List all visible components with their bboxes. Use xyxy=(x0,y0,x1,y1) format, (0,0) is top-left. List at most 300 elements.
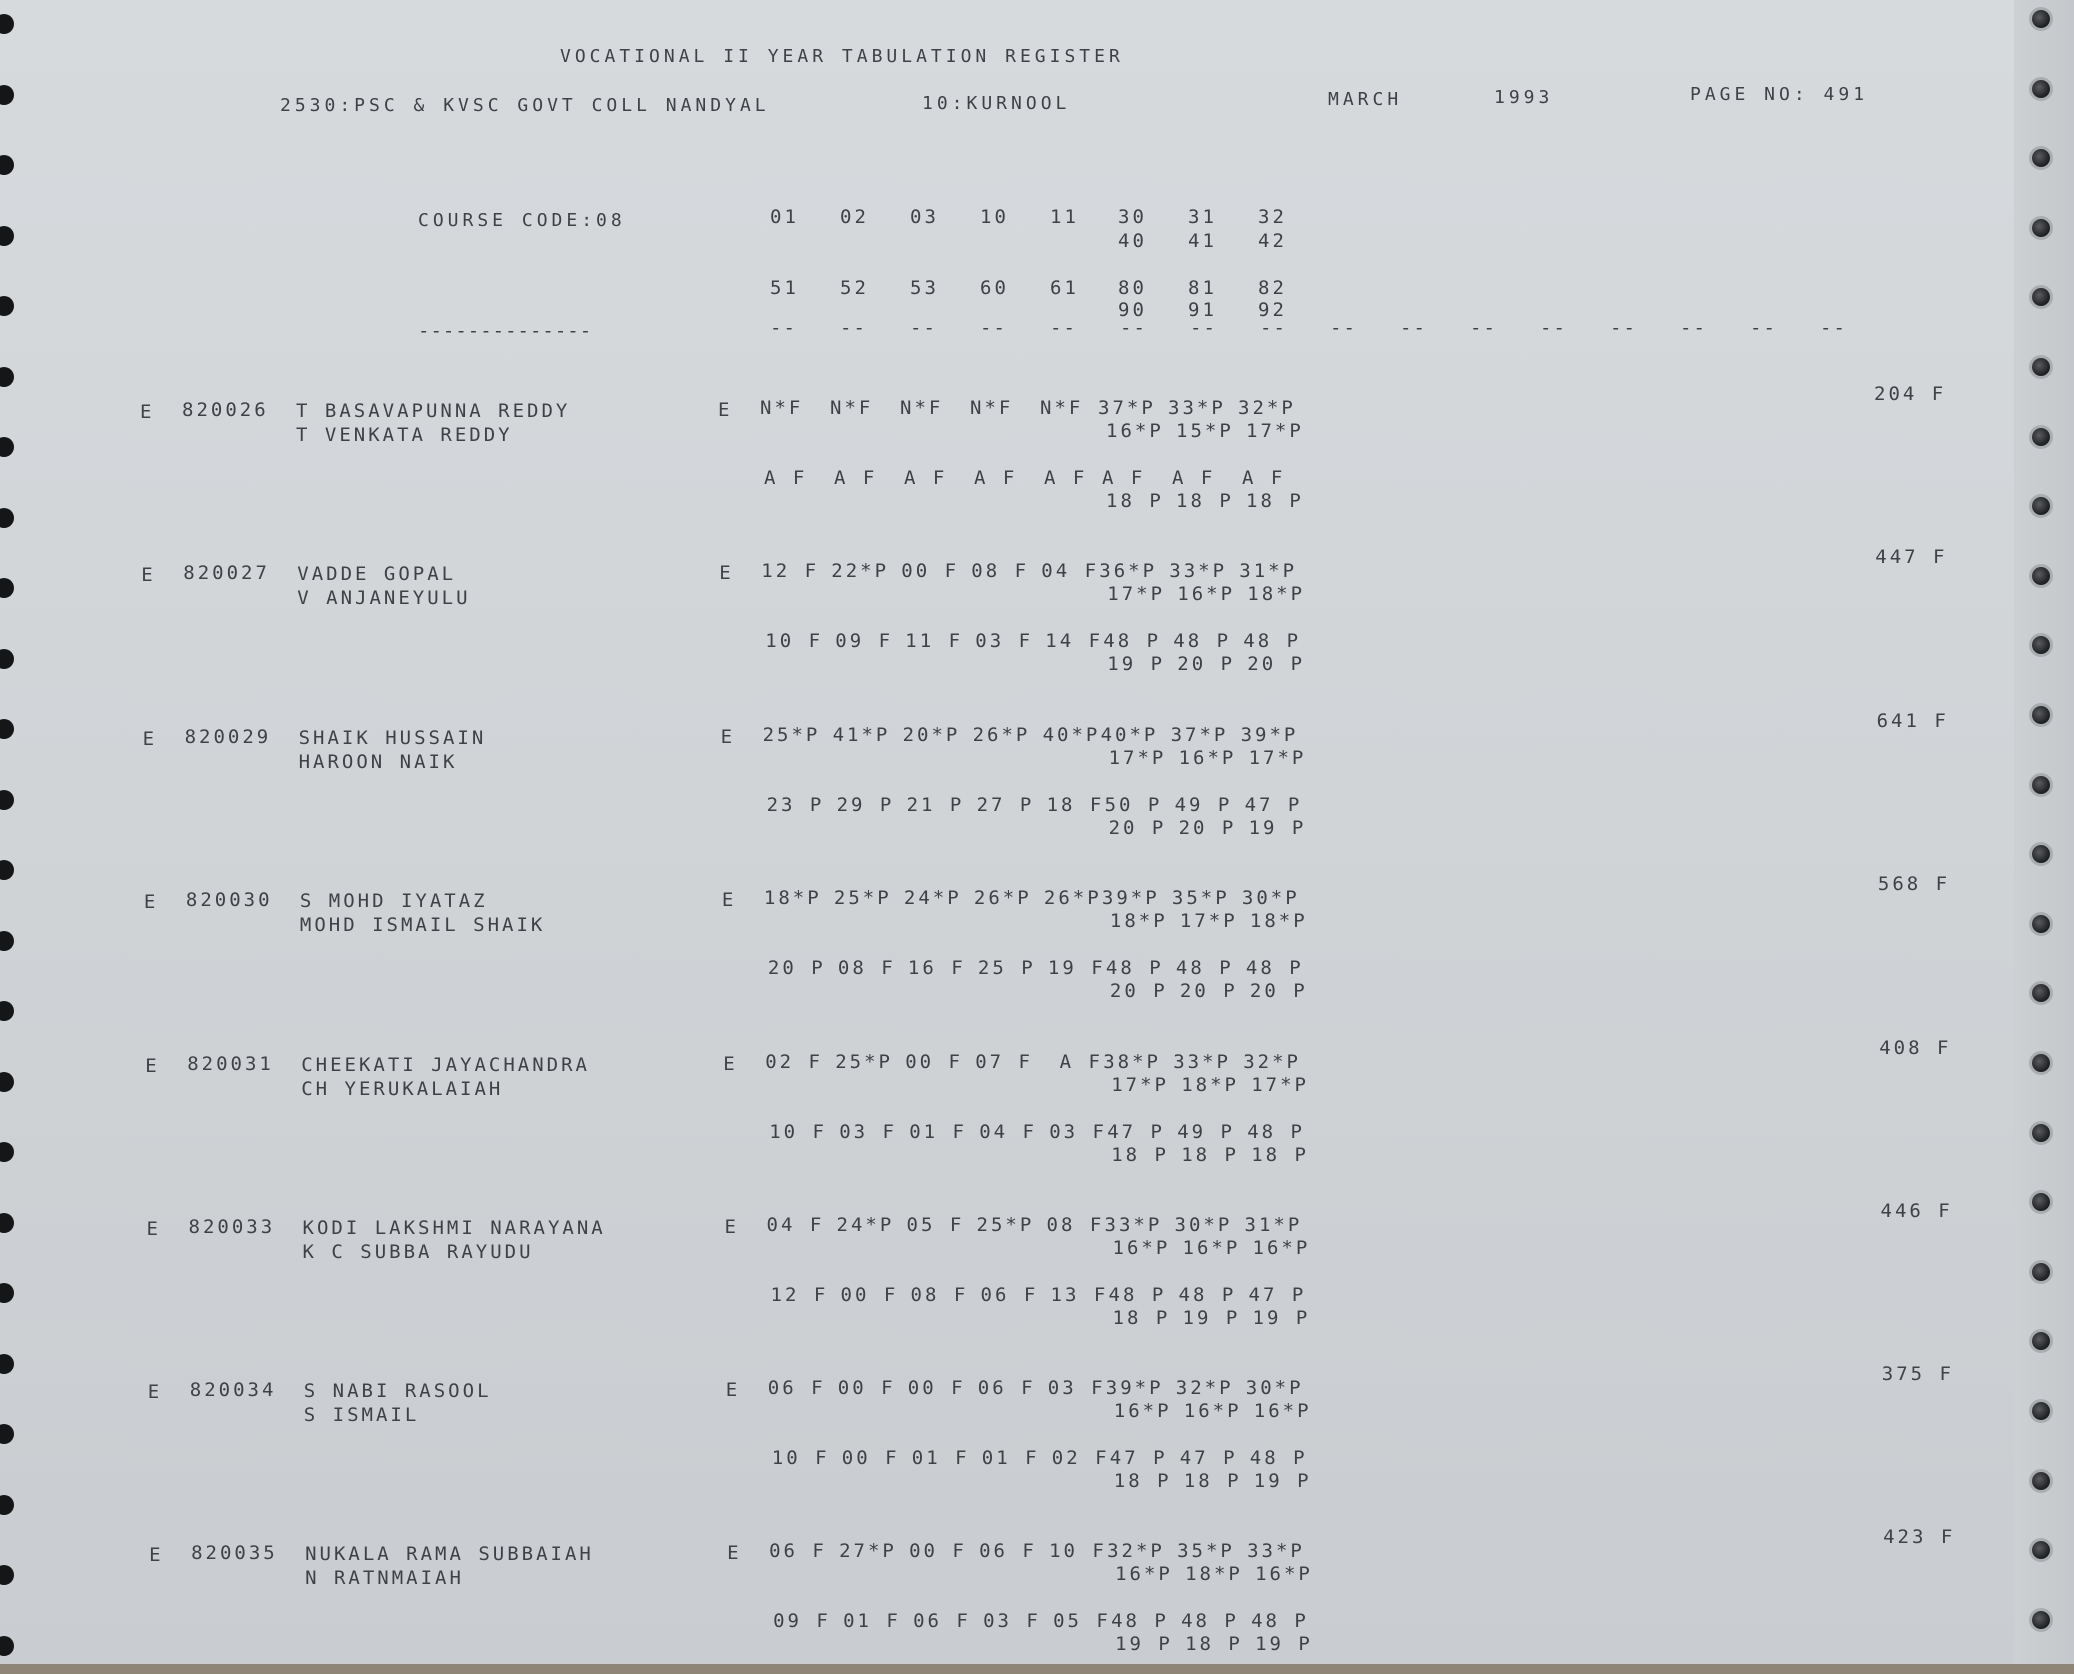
mark-cell: 03 F xyxy=(983,1610,1041,1632)
father-name: K C SUBBA RAYUDU xyxy=(302,1241,534,1263)
mark-cell: 19 F xyxy=(1047,957,1106,979)
medium-code: E xyxy=(720,726,736,748)
mark-cell: 08 F xyxy=(1046,1214,1105,1236)
mark-cell: 00 F xyxy=(837,1377,896,1399)
mark-cell: 48 P xyxy=(1103,630,1162,652)
subject-code: 91 xyxy=(1188,299,1217,321)
mark-cell: 26*P xyxy=(972,724,1031,746)
mark-cell: 49 P xyxy=(1174,794,1233,816)
mark-cell: 31*P xyxy=(1244,1214,1303,1236)
subject-code: 10 xyxy=(980,206,1009,228)
mark-cell: 20 P xyxy=(1179,980,1238,1002)
roll-number: 820030 xyxy=(185,889,273,911)
mark-cell: 10 F xyxy=(771,1447,830,1469)
mark-cell: 25 P xyxy=(977,957,1036,979)
mark-cell: 30*P xyxy=(1241,887,1300,909)
mark-cell: 18 P xyxy=(1246,490,1304,512)
mark-cell: 27 P xyxy=(976,794,1035,816)
mark-cell: 10 F xyxy=(1049,1540,1107,1562)
roll-number: 820031 xyxy=(187,1053,274,1075)
mark-cell: 48 P xyxy=(1178,1284,1237,1306)
mark-cell: 39*P xyxy=(1240,724,1299,746)
mark-cell: N*F xyxy=(970,397,1014,419)
mark-cell: A F xyxy=(1045,1051,1103,1073)
mark-cell: 16*P xyxy=(1115,1563,1173,1585)
mark-cell: 18*P xyxy=(1247,583,1306,605)
mark-cell: 25*P xyxy=(835,1051,893,1073)
mark-cell: 48 P xyxy=(1181,1610,1239,1632)
mark-cell: 50 P xyxy=(1104,794,1163,816)
mark-cell: 18 P xyxy=(1112,1307,1171,1329)
category-code: E xyxy=(140,401,155,423)
mark-cell: 00 F xyxy=(901,560,960,582)
mark-cell: 32*P xyxy=(1238,397,1296,419)
total-result: 641 F xyxy=(1876,710,1949,732)
perforation-hole xyxy=(0,649,14,669)
perforation-hole xyxy=(0,1424,14,1444)
mark-cell: 17*P xyxy=(1179,910,1238,932)
father-name: MOHD ISMAIL SHAIK xyxy=(299,914,546,936)
mark-cell: 04 F xyxy=(766,1214,825,1236)
mark-cell: N*F xyxy=(1040,397,1084,419)
mark-cell: 23 P xyxy=(766,794,825,816)
mark-cell: 17*P xyxy=(1107,583,1166,605)
mark-cell: 08 F xyxy=(971,560,1030,582)
mark-cell: A F xyxy=(974,467,1018,489)
mark-cell: 14 F xyxy=(1045,630,1104,652)
perforation-hole xyxy=(0,226,14,246)
mark-cell: 20*P xyxy=(902,724,961,746)
roll-number: 820034 xyxy=(189,1379,277,1401)
mark-cell: 31*P xyxy=(1239,560,1298,582)
perforation-hole xyxy=(2032,1263,2050,1281)
subject-code: 40 xyxy=(1118,230,1147,252)
perforation-hole xyxy=(0,1283,14,1303)
mark-cell: 48 P xyxy=(1105,957,1164,979)
category-code: E xyxy=(145,1055,160,1077)
mark-cell: 47 P xyxy=(1248,1284,1307,1306)
subject-code: 53 xyxy=(910,277,939,299)
mark-cell: 03 F xyxy=(975,630,1034,652)
father-name: S ISMAIL xyxy=(303,1404,420,1426)
perforation-hole xyxy=(0,508,14,528)
mark-cell: A F xyxy=(1172,467,1216,489)
mark-cell: 21 P xyxy=(906,794,965,816)
mark-cell: 07 F xyxy=(975,1051,1033,1073)
mark-cell: 20 P xyxy=(1249,980,1308,1002)
mark-cell: 39*P xyxy=(1105,1377,1164,1399)
left-perforation-strip xyxy=(0,0,26,1674)
mark-cell: A F xyxy=(834,467,878,489)
student-name: KODI LAKSHMI NARAYANA xyxy=(302,1217,606,1239)
mark-cell: 19 P xyxy=(1107,653,1166,675)
mark-cell: 15*P xyxy=(1176,420,1234,442)
category-code: E xyxy=(141,564,156,586)
subject-code: 61 xyxy=(1050,277,1079,299)
perforation-hole xyxy=(2032,80,2050,98)
mark-cell: 17*P xyxy=(1251,1074,1309,1096)
subject-code: 11 xyxy=(1050,206,1079,228)
subject-code: 90 xyxy=(1118,299,1147,321)
mark-cell: 18 P xyxy=(1251,1144,1309,1166)
subject-code: 51 xyxy=(770,277,799,299)
mark-cell: 18*P xyxy=(1109,910,1168,932)
roll-number: 820035 xyxy=(191,1542,278,1564)
mark-cell: N*F xyxy=(900,397,944,419)
perforation-hole xyxy=(2032,1193,2050,1211)
mark-cell: 22*P xyxy=(831,560,890,582)
column-divider: -- xyxy=(1190,317,1217,339)
mark-cell: 25*P xyxy=(833,887,892,909)
mark-cell: 06 F xyxy=(977,1377,1036,1399)
category-code: E xyxy=(142,728,158,750)
mark-cell: 48 P xyxy=(1108,1284,1167,1306)
mark-cell: 26*P xyxy=(973,887,1032,909)
mark-cell: 18 P xyxy=(1111,1144,1169,1166)
subject-code: 03 xyxy=(910,206,939,228)
perforation-hole xyxy=(2032,845,2050,863)
mark-cell: 25*P xyxy=(762,724,821,746)
roll-number: 820026 xyxy=(182,399,269,421)
total-result: 423 F xyxy=(1883,1526,1956,1548)
perforation-hole xyxy=(0,1213,14,1233)
mark-cell: 19 P xyxy=(1182,1307,1241,1329)
roll-number: 820027 xyxy=(183,562,270,584)
mark-cell: 18 P xyxy=(1176,490,1234,512)
mark-cell: 33*P xyxy=(1173,1051,1231,1073)
column-divider: -- xyxy=(1330,317,1357,339)
perforation-hole xyxy=(2032,984,2050,1002)
perforation-hole xyxy=(2032,1332,2050,1350)
perforation-hole xyxy=(2032,915,2050,933)
mark-cell: 16*P xyxy=(1177,583,1236,605)
mark-cell: 05 F xyxy=(1053,1610,1111,1632)
mark-cell: 48 P xyxy=(1111,1610,1169,1632)
mark-cell: 30*P xyxy=(1245,1377,1304,1399)
perforation-hole xyxy=(2032,497,2050,515)
column-divider: -- xyxy=(1610,317,1637,339)
mark-cell: 16*P xyxy=(1106,420,1164,442)
mark-cell: 20 P xyxy=(1109,980,1168,1002)
mark-cell: 18 P xyxy=(1183,1470,1242,1492)
perforation-hole xyxy=(0,1495,14,1515)
column-divider: -- xyxy=(1260,317,1287,339)
perforation-hole xyxy=(0,155,14,175)
perforation-hole xyxy=(2032,567,2050,585)
mark-cell: 16*P xyxy=(1182,1237,1241,1259)
mark-cell: A F xyxy=(1242,467,1286,489)
subject-code: 31 xyxy=(1188,206,1217,228)
mark-cell: 06 F xyxy=(913,1610,971,1632)
column-divider: -- xyxy=(1680,317,1707,339)
mark-cell: 01 F xyxy=(843,1610,901,1632)
column-divider: -- xyxy=(1750,317,1777,339)
student-name: VADDE GOPAL xyxy=(297,563,457,585)
mark-cell: 47 P xyxy=(1109,1447,1168,1469)
mark-cell: 20 P xyxy=(1178,817,1237,839)
medium-code: E xyxy=(721,889,737,911)
mark-cell: 47 P xyxy=(1244,794,1303,816)
mark-cell: 00 F xyxy=(905,1051,963,1073)
perforation-hole xyxy=(0,719,14,739)
mark-cell: 16*P xyxy=(1113,1400,1172,1422)
mark-cell: 48 P xyxy=(1245,957,1304,979)
mark-cell: 10 F xyxy=(769,1121,827,1143)
mark-cell: 12 F xyxy=(761,560,820,582)
mark-cell: 36*P xyxy=(1099,560,1158,582)
mark-cell: 09 F xyxy=(835,630,894,652)
mark-cell: 08 F xyxy=(910,1284,969,1306)
perforation-hole xyxy=(2032,288,2050,306)
perforation-hole xyxy=(0,790,14,810)
perforation-hole xyxy=(0,1636,14,1656)
mark-cell: 06 F xyxy=(767,1377,826,1399)
perforation-hole xyxy=(0,367,14,387)
mark-cell: 05 F xyxy=(906,1214,965,1236)
mark-cell: 48 P xyxy=(1247,1121,1305,1143)
column-divider: -- xyxy=(1820,317,1847,339)
mark-cell: A F xyxy=(764,467,808,489)
column-divider: -- xyxy=(1120,317,1147,339)
mark-cell: 19 P xyxy=(1115,1633,1173,1655)
mark-cell: 48 P xyxy=(1251,1610,1309,1632)
perforation-hole xyxy=(2032,428,2050,446)
student-name: T BASAVAPUNNA REDDY xyxy=(296,400,571,422)
perforation-hole xyxy=(0,437,14,457)
mark-cell: 18*P xyxy=(1249,910,1308,932)
mark-cell: 16*P xyxy=(1253,1400,1312,1422)
column-divider: -- xyxy=(770,317,797,339)
mark-cell: 18*P xyxy=(1181,1074,1239,1096)
mark-cell: 18 P xyxy=(1181,1144,1239,1166)
mark-cell: 35*P xyxy=(1177,1540,1235,1562)
mark-cell: 29 P xyxy=(836,794,895,816)
page-number: PAGE NO: 491 xyxy=(1690,84,1869,105)
subject-code: 30 xyxy=(1118,206,1147,228)
mark-cell: 16*P xyxy=(1178,747,1237,769)
mark-cell: 19 P xyxy=(1253,1470,1312,1492)
medium-code: E xyxy=(718,399,733,421)
mark-cell: 20 P xyxy=(1108,817,1167,839)
mark-cell: 40*P xyxy=(1100,724,1159,746)
column-divider: -- xyxy=(910,317,937,339)
medium-code: E xyxy=(719,562,734,584)
mark-cell: 25*P xyxy=(976,1214,1035,1236)
mark-cell: 02 F xyxy=(765,1051,823,1073)
student-name: CHEEKATI JAYACHANDRA xyxy=(301,1054,590,1076)
subject-code: 01 xyxy=(770,206,799,228)
perforation-hole xyxy=(2032,358,2050,376)
medium-code: E xyxy=(723,1053,738,1075)
subject-code: 42 xyxy=(1258,230,1287,252)
mark-cell: 24*P xyxy=(903,887,962,909)
mark-cell: 16*P xyxy=(1183,1400,1242,1422)
mark-cell: 48 P xyxy=(1243,630,1302,652)
mark-cell: 19 P xyxy=(1252,1307,1311,1329)
mark-cell: 20 P xyxy=(1247,653,1306,675)
right-perforation-strip xyxy=(2014,0,2074,1674)
mark-cell: 33*P xyxy=(1247,1540,1305,1562)
mark-cell: 01 F xyxy=(911,1447,970,1469)
mark-cell: 32*P xyxy=(1107,1540,1165,1562)
mark-cell: 24*P xyxy=(836,1214,895,1236)
mark-cell: 04 F xyxy=(1041,560,1100,582)
total-result: 408 F xyxy=(1879,1037,1952,1059)
mark-cell: 33*P xyxy=(1104,1214,1163,1236)
mark-cell: 00 F xyxy=(907,1377,966,1399)
mark-cell: 20 P xyxy=(1177,653,1236,675)
mark-cell: 40*P xyxy=(1042,724,1101,746)
father-name: V ANJANEYULU xyxy=(297,587,471,609)
mark-cell: 06 F xyxy=(980,1284,1039,1306)
father-name: N RATNMAIAH xyxy=(305,1567,464,1589)
mark-cell: 26*P xyxy=(1043,887,1102,909)
mark-cell: 48 P xyxy=(1175,957,1234,979)
student-name: NUKALA RAMA SUBBAIAH xyxy=(305,1543,594,1565)
perforation-hole xyxy=(2032,706,2050,724)
perforation-hole xyxy=(0,14,14,34)
perforation-hole xyxy=(2032,1402,2050,1420)
column-divider: -- xyxy=(1400,317,1427,339)
mark-cell: 08 F xyxy=(837,957,896,979)
mark-cell: 18*P xyxy=(763,887,822,909)
perforation-hole xyxy=(0,1072,14,1092)
district-name: 10:KURNOOL xyxy=(922,93,1071,114)
mark-cell: 03 F xyxy=(1047,1377,1106,1399)
mark-cell: A F xyxy=(1044,467,1088,489)
mark-cell: 18 P xyxy=(1113,1470,1172,1492)
subject-code: 92 xyxy=(1258,299,1287,321)
mark-cell: 16*P xyxy=(1255,1563,1313,1585)
mark-cell: 00 F xyxy=(840,1284,899,1306)
perforation-hole xyxy=(0,1354,14,1374)
mark-cell: 33*P xyxy=(1168,397,1226,419)
perforation-hole xyxy=(2032,1472,2050,1490)
mark-cell: 37*P xyxy=(1170,724,1229,746)
perforation-hole xyxy=(2032,1054,2050,1072)
subject-code: 81 xyxy=(1188,277,1217,299)
mark-cell: 17*P xyxy=(1108,747,1167,769)
column-divider: -- xyxy=(1540,317,1567,339)
mark-cell: 18 P xyxy=(1185,1633,1243,1655)
mark-cell: 33*P xyxy=(1169,560,1228,582)
perforation-hole xyxy=(2032,1124,2050,1142)
mark-cell: 18 P xyxy=(1106,490,1164,512)
mark-cell: 48 P xyxy=(1173,630,1232,652)
perforation-hole xyxy=(2032,1541,2050,1559)
college-name: 2530:PSC & KVSC GOVT COLL NANDYAL xyxy=(280,95,770,116)
mark-cell: 03 F xyxy=(839,1121,897,1143)
mark-cell: 01 F xyxy=(909,1121,967,1143)
mark-cell: 09 F xyxy=(773,1610,831,1632)
mark-cell: 06 F xyxy=(769,1540,827,1562)
register-title: VOCATIONAL II YEAR TABULATION REGISTER xyxy=(560,46,1124,67)
course-code-underline: -------------- xyxy=(418,320,593,342)
mark-cell: 47 P xyxy=(1107,1121,1165,1143)
course-code-label: COURSE CODE:08 xyxy=(418,210,626,231)
mark-cell: 32*P xyxy=(1175,1377,1234,1399)
mark-cell: 17*P xyxy=(1111,1074,1169,1096)
father-name: CH YERUKALAIAH xyxy=(301,1078,504,1100)
subject-code: 41 xyxy=(1188,230,1217,252)
mark-cell: 01 F xyxy=(981,1447,1040,1469)
mark-cell: 19 P xyxy=(1255,1633,1313,1655)
subject-code: 32 xyxy=(1258,206,1287,228)
mark-cell: 18 F xyxy=(1046,794,1105,816)
total-result: 568 F xyxy=(1877,873,1951,895)
student-name: S MOHD IYATAZ xyxy=(299,890,488,912)
column-divider: -- xyxy=(1050,317,1077,339)
student-name: SHAIK HUSSAIN xyxy=(298,727,487,749)
mark-cell: 30*P xyxy=(1174,1214,1233,1236)
subject-code: 60 xyxy=(980,277,1009,299)
mark-cell: 00 F xyxy=(909,1540,967,1562)
mark-cell: 16*P xyxy=(1252,1237,1311,1259)
medium-code: E xyxy=(727,1542,742,1564)
perforation-hole xyxy=(0,578,14,598)
mark-cell: 39*P xyxy=(1101,887,1160,909)
perforation-hole xyxy=(2032,219,2050,237)
mark-cell: 35*P xyxy=(1171,887,1230,909)
perforation-hole xyxy=(2032,636,2050,654)
perforation-hole xyxy=(0,85,14,105)
father-name: T VENKATA REDDY xyxy=(296,424,513,446)
mark-cell: 47 P xyxy=(1179,1447,1238,1469)
mark-cell: N*F xyxy=(760,397,804,419)
mark-cell: 19 P xyxy=(1248,817,1307,839)
total-result: 204 F xyxy=(1874,383,1947,405)
column-divider: -- xyxy=(1470,317,1497,339)
perforation-hole xyxy=(2032,1611,2050,1629)
medium-code: E xyxy=(725,1379,741,1401)
mark-cell: 37*P xyxy=(1098,397,1156,419)
total-result: 375 F xyxy=(1881,1363,1954,1385)
exam-year: 1993 xyxy=(1494,87,1554,108)
mark-cell: 17*P xyxy=(1246,420,1304,442)
perforation-hole xyxy=(2032,776,2050,794)
perforation-hole xyxy=(0,860,14,880)
mark-cell: 06 F xyxy=(979,1540,1037,1562)
medium-code: E xyxy=(724,1216,739,1238)
exam-month: MARCH xyxy=(1328,89,1403,110)
perforation-hole xyxy=(0,1001,14,1021)
subject-code: 82 xyxy=(1258,277,1287,299)
mark-cell: 18*P xyxy=(1185,1563,1243,1585)
mark-cell: 10 F xyxy=(765,630,824,652)
subject-code: 02 xyxy=(840,206,869,228)
perforation-hole xyxy=(0,1565,14,1585)
subject-code: 80 xyxy=(1118,277,1147,299)
column-divider: -- xyxy=(980,317,1007,339)
subject-code: 52 xyxy=(840,277,869,299)
mark-cell: 48 P xyxy=(1249,1447,1308,1469)
mark-cell: 38*P xyxy=(1103,1051,1161,1073)
roll-number: 820033 xyxy=(188,1216,276,1238)
mark-cell: 04 F xyxy=(979,1121,1037,1143)
mark-cell: 13 F xyxy=(1050,1284,1109,1306)
mark-cell: 02 F xyxy=(1051,1447,1110,1469)
mark-cell: 27*P xyxy=(839,1540,897,1562)
perforation-hole xyxy=(0,296,14,316)
mark-cell: 11 F xyxy=(905,630,964,652)
mark-cell: 16 F xyxy=(907,957,966,979)
perforation-hole xyxy=(0,1142,14,1162)
student-name: S NABI RASOOL xyxy=(303,1380,492,1402)
roll-number: 820029 xyxy=(184,726,272,748)
category-code: E xyxy=(147,1381,163,1403)
mark-cell: 16*P xyxy=(1112,1237,1171,1259)
perforation-hole xyxy=(0,931,14,951)
